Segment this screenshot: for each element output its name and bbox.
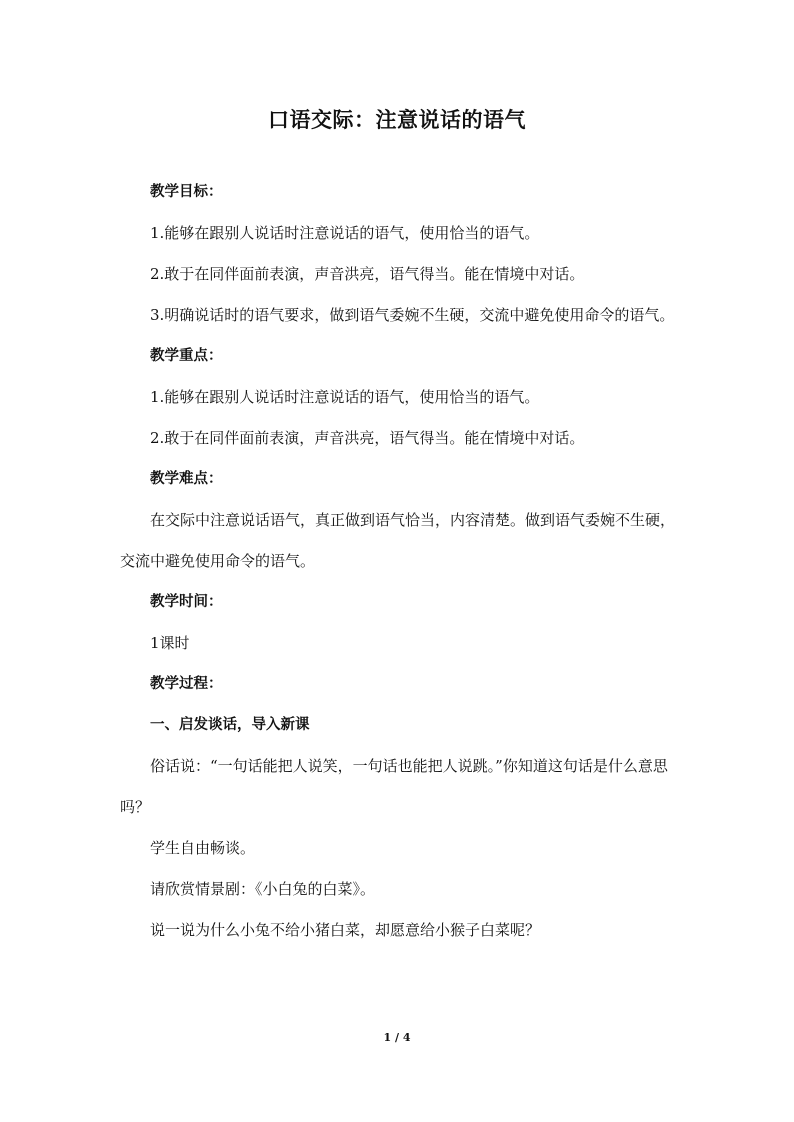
heading-teaching-process: 教学过程： [150, 676, 223, 692]
document-title: 口语交际：注意说话的语气 [268, 108, 526, 132]
heading-difficulties: 教学难点： [150, 471, 223, 487]
page-number: 1 / 4 [383, 1031, 411, 1044]
heading-teaching-time: 教学时间： [150, 594, 223, 610]
goal-item: 3.明确说话时的语气要求，做到语气委婉不生硬，交流中避免使用命令的语气。 [150, 306, 675, 324]
key-point-item: 1.能够在跟别人说话时注意说话的语气，使用恰当的语气。 [150, 388, 540, 406]
process-paragraph: 说一说为什么小兔不给小猪白菜，却愿意给小猴子白菜呢？ [150, 921, 541, 939]
process-paragraph: 俗话说：“一句话能把人说笑，一句话也能把人说跳。”你知道这句话是什么意思吗？ [120, 757, 668, 816]
section-heading-1: 一、启发谈话，导入新课 [150, 717, 310, 733]
process-paragraph: 学生自由畅谈。 [150, 839, 256, 857]
goal-item: 2.敢于在同伴面前表演，声音洪亮，语气得当。能在情境中对话。 [150, 265, 585, 283]
key-point-item: 2.敢于在同伴面前表演，声音洪亮，语气得当。能在情境中对话。 [150, 429, 585, 447]
document-body [120, 172, 680, 951]
goal-item: 1.能够在跟别人说话时注意说话的语气，使用恰当的语气。 [150, 224, 540, 242]
process-paragraph: 请欣赏情景剧：《小白兔的白菜》。 [150, 880, 376, 898]
teaching-time-value: 1课时 [150, 634, 190, 652]
difficulty-text: 在交际中注意说话语气，真正做到语气恰当，内容清楚。做到语气委婉不生硬，交流中避免使用命令的语气。 [120, 511, 676, 570]
heading-teaching-goals: 教学目标： [150, 184, 223, 200]
heading-key-points: 教学重点： [150, 348, 223, 364]
